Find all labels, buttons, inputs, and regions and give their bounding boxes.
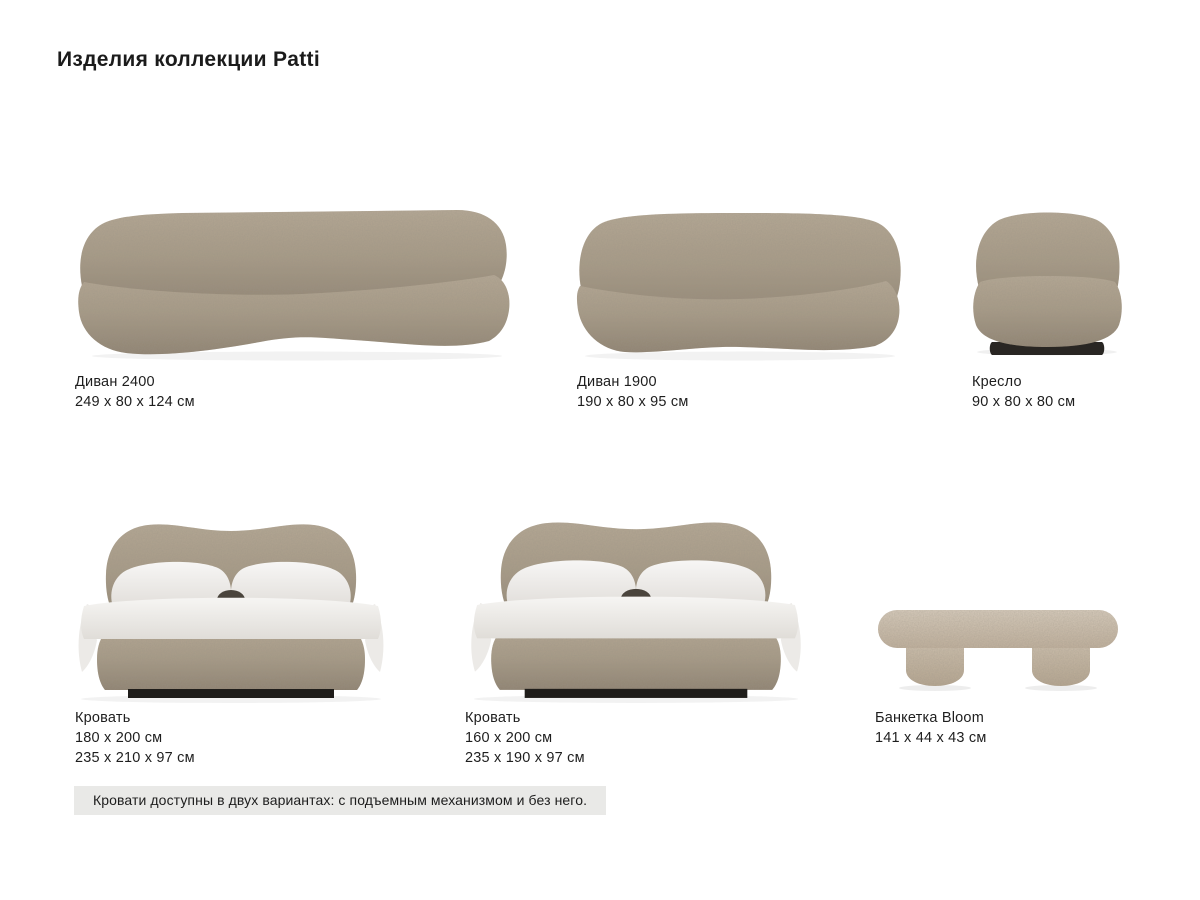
product-name-sofa-1900: Диван 1900 [577, 374, 657, 390]
sofa-1900-image [575, 202, 905, 362]
product-dims2-bed-180: 235 x 210 x 97 см [75, 750, 195, 766]
product-dims-bench-bloom: 141 x 44 x 43 см [875, 730, 987, 746]
product-dims-bed-160: 160 x 200 см [465, 730, 553, 746]
bed-160-image [462, 510, 810, 704]
bench-bloom-image [872, 600, 1124, 692]
product-dims-armchair: 90 x 80 x 80 см [972, 394, 1076, 410]
product-dims-bed-180: 180 x 200 см [75, 730, 163, 746]
bed-180-image [70, 512, 392, 704]
product-dims-sofa-2400: 249 x 80 x 124 см [75, 394, 195, 410]
product-dims2-bed-160: 235 x 190 x 97 см [465, 750, 585, 766]
page-title: Изделия коллекции Patti [57, 48, 320, 71]
product-name-armchair: Кресло [972, 374, 1022, 390]
product-name-bed-180: Кровать [75, 710, 131, 726]
armchair-image [970, 206, 1125, 356]
product-name-bed-160: Кровать [465, 710, 521, 726]
product-name-bench-bloom: Банкетка Bloom [875, 710, 984, 726]
sofa-2400-image [72, 204, 512, 362]
product-name-sofa-2400: Диван 2400 [75, 374, 155, 390]
product-dims-sofa-1900: 190 x 80 x 95 см [577, 394, 689, 410]
beds-variants-note: Кровати доступны в двух вариантах: с подъемным механизмом и без него. [74, 786, 606, 815]
